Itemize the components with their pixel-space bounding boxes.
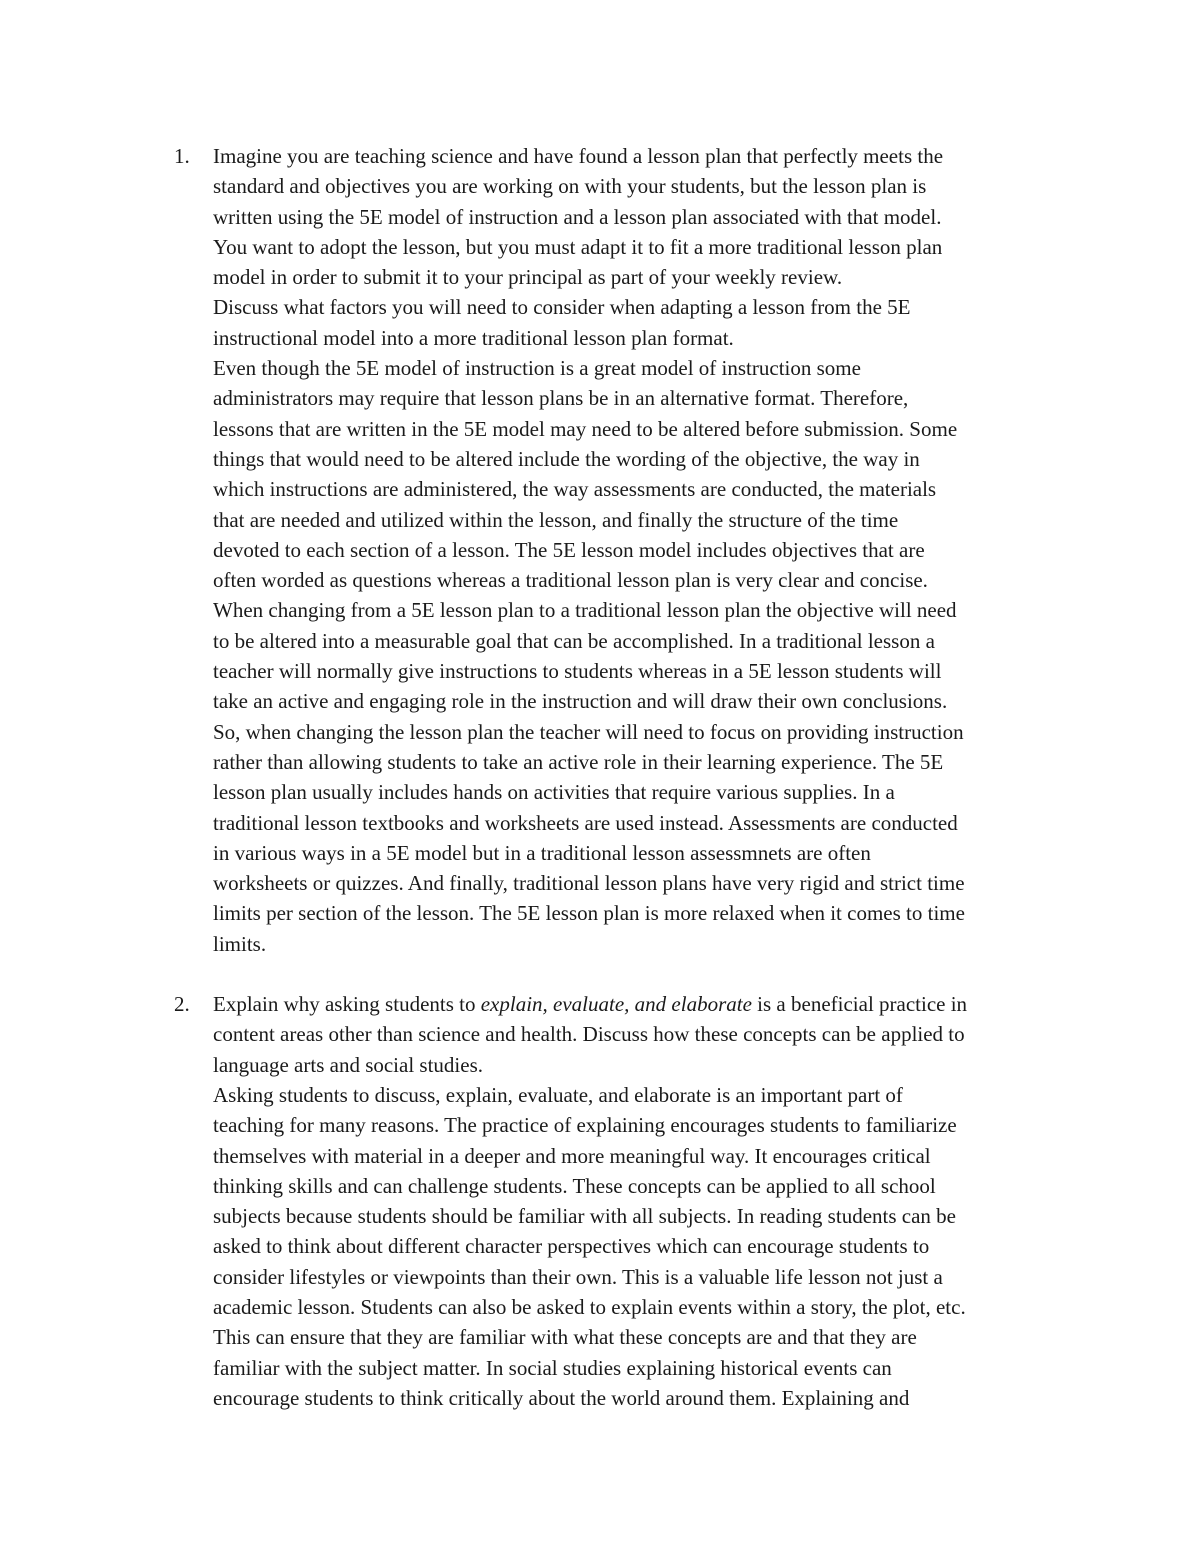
text-segment: in various ways in a 5E model but in a traditional lesson assessmnets are often <box>213 840 871 865</box>
text-line <box>213 232 1060 262</box>
text-segment: lesson plan usually includes hands on activities that require various supplies. In a <box>213 780 895 805</box>
text-line <box>213 808 1060 838</box>
text-segment: subjects because students should be familiar with all subjects. In reading students can be <box>213 1204 956 1229</box>
question-list <box>160 141 1060 1413</box>
text-segment: Discuss what factors you will need to consider when adapting a lesson from the 5E <box>213 295 911 320</box>
text-segment: language arts and social studies. <box>213 1052 484 1077</box>
text-segment: familiar with the subject matter. In social studies explaining historical events can <box>213 1355 892 1380</box>
text-line <box>213 262 1060 292</box>
text-line <box>213 1080 1060 1110</box>
text-segment: administrators may require that lesson plans be in an alternative format. Therefore, <box>213 386 909 411</box>
text-segment: You want to adopt the lesson, but you must adapt it to fit a more traditional lesson plan <box>213 234 943 259</box>
text-line <box>213 535 1060 565</box>
text-line <box>213 1383 1060 1413</box>
text-line <box>213 474 1060 504</box>
text-segment: model in order to submit it to your principal as part of your weekly review. <box>213 265 843 290</box>
text-line <box>213 989 1060 1019</box>
text-segment: When changing from a 5E lesson plan to a traditional lesson plan the objective will need <box>213 598 957 623</box>
text-line <box>213 626 1060 656</box>
text-line <box>213 1292 1060 1322</box>
text-segment: that are needed and utilized within the lesson, and finally the structure of the time <box>213 507 899 532</box>
text-line <box>213 898 1060 928</box>
question-number: 1. <box>174 144 190 168</box>
text-segment: consider lifestyles or viewpoints than their own. This is a valuable life lesson not just a <box>213 1264 943 1289</box>
text-line <box>213 1322 1060 1352</box>
text-line <box>213 202 1060 232</box>
text-segment: written using the 5E model of instruction and a lesson plan associated with that model. <box>213 204 942 229</box>
text-segment: worksheets or quizzes. And finally, traditional lesson plans have very rigid and strict time <box>213 871 965 896</box>
question-item <box>160 989 1060 1413</box>
text-line <box>213 1171 1060 1201</box>
text-line <box>213 414 1060 444</box>
question-item <box>160 141 1060 959</box>
text-segment: things that would need to be altered include the wording of the objective, the way in <box>213 446 920 471</box>
text-segment: Imagine you are teaching science and have found a lesson plan that perfectly meets the <box>213 144 944 168</box>
text-segment: encourage students to think critically about the world around them. Explaining and <box>213 1385 910 1410</box>
text-segment: take an active and engaging role in the instruction and will draw their own conclusions. <box>213 689 948 714</box>
text-segment: lessons that are written in the 5E model may need to be altered before submission. Some <box>213 416 958 441</box>
text-line <box>213 1110 1060 1140</box>
emphasized-text: explain, evaluate, and elaborate <box>480 992 752 1017</box>
text-line <box>213 686 1060 716</box>
text-line <box>213 838 1060 868</box>
text-segment: asked to think about different character perspectives which can encourage students to <box>213 1234 930 1259</box>
text-line <box>213 1353 1060 1383</box>
text-line <box>213 656 1060 686</box>
text-line <box>213 353 1060 383</box>
text-segment: Asking students to discuss, explain, evaluate, and elaborate is an important part of <box>213 1082 903 1107</box>
text-segment: academic lesson. Students can also be asked to explain events within a story, the plot, etc. <box>213 1294 966 1319</box>
text-segment: teaching for many reasons. The practice of explaining encourages students to familiarize <box>213 1113 957 1138</box>
text-line <box>213 1262 1060 1292</box>
text-segment: instructional model into a more traditional lesson plan format. <box>213 325 734 350</box>
text-segment: thinking skills and can challenge students. These concepts can be applied to all school <box>213 1173 936 1198</box>
text-line <box>213 1231 1060 1261</box>
text-line <box>213 868 1060 898</box>
text-line <box>213 505 1060 535</box>
text-segment: teacher will normally give instructions to students whereas in a 5E lesson students will <box>213 659 942 684</box>
text-line <box>213 323 1060 353</box>
text-line <box>213 1201 1060 1231</box>
text-segment: often worded as questions whereas a traditional lesson plan is very clear and concise. <box>213 568 928 593</box>
text-segment: to be altered into a measurable goal that can be accomplished. In a traditional lesson a <box>213 628 935 653</box>
text-segment: traditional lesson textbooks and worksheets are used instead. Assessments are conducted <box>213 810 958 835</box>
text-line <box>213 1141 1060 1171</box>
text-segment: standard and objectives you are working on with your students, but the lesson plan is <box>213 174 927 199</box>
text-line <box>213 292 1060 322</box>
text-segment: limits. <box>213 931 267 956</box>
text-segment: Even though the 5E model of instruction is a great model of instruction some <box>213 356 861 381</box>
text-segment: rather than allowing students to take an active role in their learning experience. The 5E <box>213 749 944 774</box>
question-number: 2. <box>174 992 190 1017</box>
text-line <box>213 383 1060 413</box>
text-line <box>213 1019 1060 1049</box>
text-segment: This can ensure that they are familiar with what these concepts are and that they are <box>213 1325 917 1350</box>
text-line <box>213 595 1060 625</box>
text-segment: So, when changing the lesson plan the teacher will need to focus on providing instruction <box>213 719 964 744</box>
text-line <box>213 717 1060 747</box>
text-line <box>213 747 1060 777</box>
text-segment: limits per section of the lesson. The 5E lesson plan is more relaxed when it comes to time <box>213 901 965 926</box>
text-segment: content areas other than science and health. Discuss how these concepts can be applied to <box>213 1022 965 1047</box>
text-segment: Explain why asking students to <box>213 992 481 1017</box>
text-line <box>213 1050 1060 1080</box>
text-line <box>213 444 1060 474</box>
text-segment: devoted to each section of a lesson. The 5E lesson model includes objectives that are <box>213 537 925 562</box>
text-line <box>213 777 1060 807</box>
text-line <box>213 171 1060 201</box>
text-segment: is a beneficial practice in <box>751 992 968 1017</box>
text-segment: which instructions are administered, the way assessments are conducted, the materials <box>213 477 937 502</box>
text-line <box>213 565 1060 595</box>
text-line <box>213 929 1060 959</box>
text-line <box>213 141 1060 171</box>
text-segment: themselves with material in a deeper and more meaningful way. It encourages critical <box>213 1143 931 1168</box>
